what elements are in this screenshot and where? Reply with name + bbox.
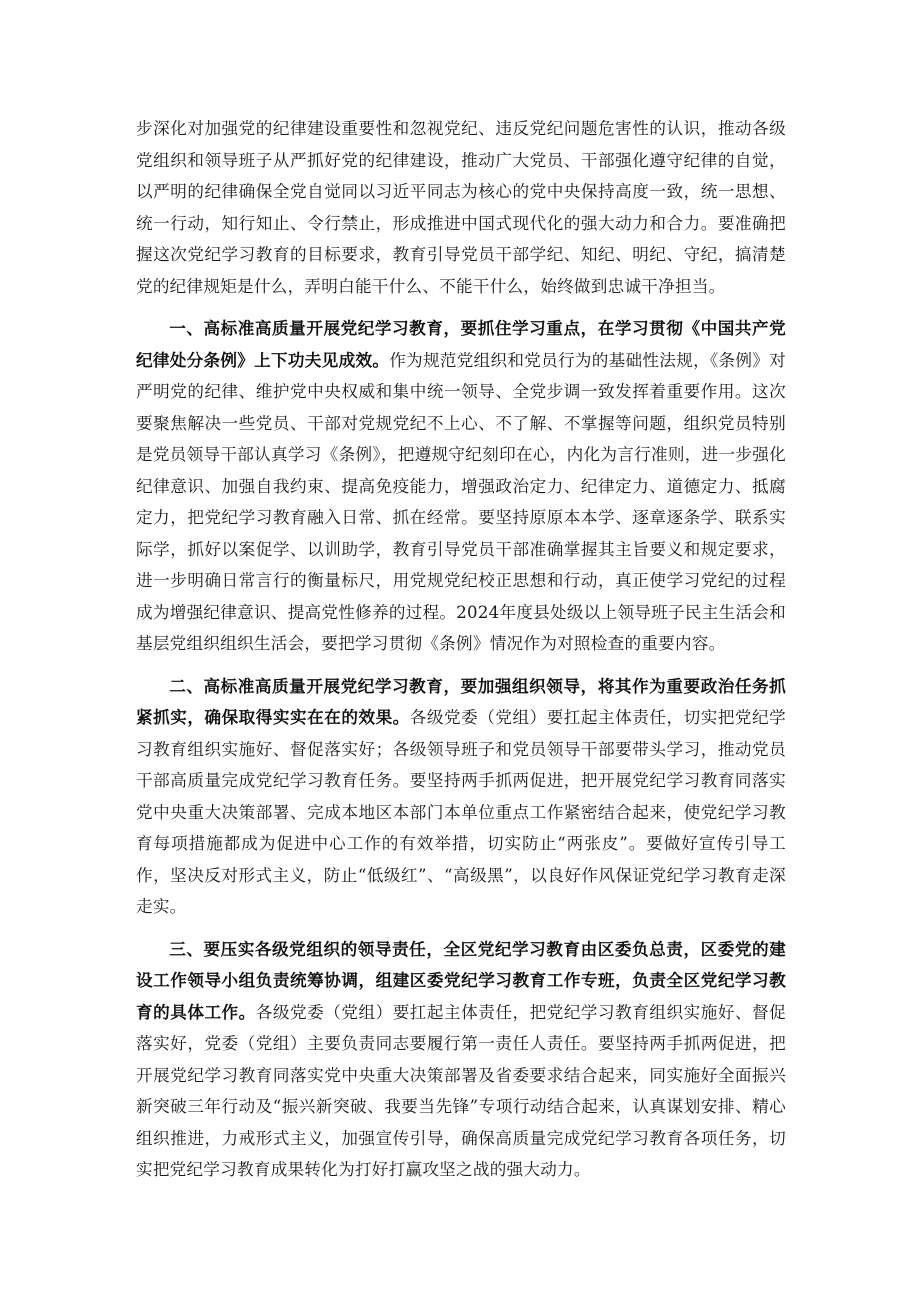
paragraph-lead-bold: 一、高标准高质量开展党纪学习教育，要抓住学习重点，在学习贯彻《中国共产党纪律处分条例》上下功夫见成效。	[136, 318, 786, 370]
document-body	[136, 113, 786, 1186]
paragraph-section-three	[136, 934, 786, 1186]
paragraph-intro-continuation	[136, 113, 786, 302]
paragraph-text: 作为规范党组织和党员行为的基础性法规，《条例》对严明党的纪律、维护党中央权威和集中统一领导、全党步调一致发挥着重要作用。这次要聚焦解决一些党员、干部对党规党纪不上心、不了解、不掌握等问题，组织党员特别是党员领导干部认真学习《条例》，把遵规守纪刻印在心，内化为言行准则，进一步强化纪律意识、加强自我约束、提高免疫能力，增强政治定力、纪律定力、道德定力、抵腐定力，把党纪学习教育融入日常、抓在经常。要坚持原原本本学、逐章逐条学、联系实际学，抓好以案促学、以训助学，教育引导党员干部准确掌握其主旨要义和规定要求，进一步明确日常言行的衡量标尺，用党规党纪校正思想和行动，真正使学习党纪的过程成为增强纪律意识、提高党性修养的过程。2024年度县处级以上领导班子民主生活会和基层党组织组织生活会，要把学习贯彻《条例》情况作为对照检查的重要内容。	[136, 350, 787, 653]
paragraph-section-one	[136, 313, 786, 660]
paragraph-text: 各级党委（党组）要扛起主体责任，把党纪学习教育组织实施好、督促落实好，党委（党组）主要负责同志要履行第一责任人责任。要坚持两手抓两促进，把开展党纪学习教育同落实党中央重大决策部署及省委要求结合起来，同实施好全面振兴新突破三年行动及“振兴新突破、我要当先锋”专项行动结合起来，认真谋划安排、精心组织推进，力戒形式主义，加强宣传引导，确保高质量完成党纪学习教育各项任务，切实把党纪学习教育成果转化为打好打赢攻坚之战的强大动力。	[136, 1002, 787, 1179]
paragraph-lead-bold: 二、高标准高质量开展党纪学习教育，要加强组织领导，将其作为重要政治任务抓紧抓实，确保取得实实在在的效果。	[136, 675, 786, 727]
paragraph-text: 各级党委（党组）要扛起主体责任，切实把党纪学习教育组织实施好、督促落实好；各级领导班子和党员领导干部要带头学习，推动党员干部高质量完成党纪学习教育任务。要坚持两手抓两促进，把开展党纪学习教育同落实党中央重大决策部署、完成本地区本部门本单位重点工作紧密结合起来，使党纪学习教育每项措施都成为促进中心工作的有效举措，切实防止“两张皮”。要做好宣传引导工作，坚决反对形式主义，防止“低级红”、“高级黑”，以良好作风保证党纪学习教育走深走实。	[136, 708, 786, 916]
paragraph-section-two	[136, 671, 786, 923]
paragraph-lead-bold: 三、要压实各级党组织的领导责任，全区党纪学习教育由区委负总责，区委党的建设工作领导小组负责统筹协调，组建区委党纪学习教育工作专班，负责全区党纪学习教育的具体工作。	[136, 938, 786, 1022]
paragraph-text: 步深化对加强党的纪律建设重要性和忽视党纪、违反党纪问题危害性的认识，推动各级党组织和领导班子从严抓好党的纪律建设，推动广大党员、干部强化遵守纪律的自觉，以严明的纪律确保全党自觉同以习近平同志为核心的党中央保持高度一致，统一思想、统一行动，知行知止、令行禁止，形成推进中国式现代化的强大动力和合力。要准确把握这次党纪学习教育的目标要求，教育引导党员干部学纪、知纪、明纪、守纪，搞清楚党的纪律规矩是什么，弄明白能干什么、不能干什么，始终做到忠诚干净担当。	[136, 119, 786, 296]
